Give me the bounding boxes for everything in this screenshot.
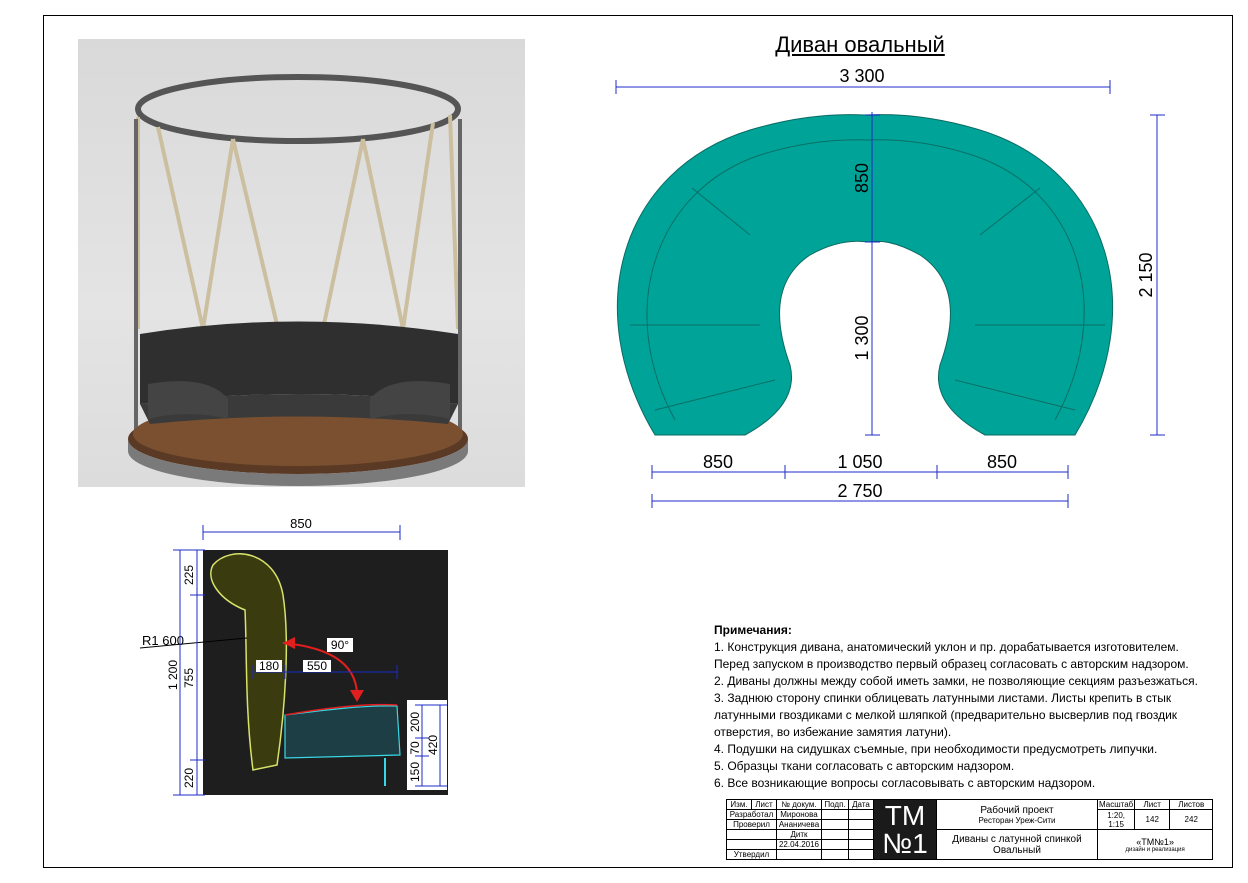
stamp-date: 22.04.2016 <box>777 840 822 850</box>
stamp-header-podp: Подп. <box>822 800 849 810</box>
sofa-render-image <box>78 39 525 487</box>
section-dim-200: 200 <box>408 711 422 733</box>
note-line: Перед запуском в производство первый образец согласовать с авторским надзором. <box>714 657 1189 671</box>
section-dim-420: 420 <box>426 734 440 756</box>
note-line: отверстия, во избежание замятия латуни). <box>714 725 952 739</box>
project-name-cell: Рабочий проект Ресторан Уреж-Сити <box>937 800 1098 830</box>
dim-inner-depth: 1 300 <box>852 315 872 361</box>
company-logo: ТМ №1 <box>874 800 937 860</box>
section-dim-180: 180 <box>258 659 280 673</box>
section-dim-1200: 1 200 <box>166 659 180 691</box>
drawing-name-cell: Диваны с латунной спинкой Овальный <box>937 830 1098 860</box>
note-line: 1. Конструкция дивана, анатомический уклон и пр. дорабатывается изготовителем. <box>714 640 1179 654</box>
stamp-checker-name: Ананичева <box>777 820 822 830</box>
stamp-header-doc: № докум. <box>777 800 822 810</box>
dim-back-depth: 850 <box>852 162 872 194</box>
stamp-role-approved: Утвердил <box>727 850 777 860</box>
section-dim-angle: 90° <box>330 638 350 652</box>
stamp-sheet-value: 142 <box>1135 810 1170 830</box>
note-line: 2. Диваны должны между собой иметь замки, не позволяющие секциям разъезжаться. <box>714 674 1198 688</box>
note-line: 6. Все возникающие вопросы согласовывать с авторским надзором. <box>714 776 1096 790</box>
notes-block <box>714 622 1234 792</box>
note-line: 4. Подушки на сидушках съемные, при необходимости предусмотреть липучки. <box>714 742 1158 756</box>
stamp-role-ditr: Дитк <box>777 830 822 840</box>
section-dim-225: 225 <box>182 564 196 586</box>
dim-left: 850 <box>702 452 734 472</box>
stamp-scale-value: 1:20, 1:15 <box>1098 810 1135 830</box>
dim-base-width: 2 750 <box>837 481 883 501</box>
notes-heading: Примечания: <box>714 623 792 637</box>
dim-middle: 1 050 <box>837 452 883 472</box>
section-dim-depth: 850 <box>290 516 312 531</box>
sofa-plan-shape <box>617 115 1112 435</box>
section-dim-150: 150 <box>408 761 422 783</box>
stamp-role-checked: Проверил <box>727 820 777 830</box>
page-title: Диван овальный <box>775 32 945 57</box>
sofa-plan-view <box>600 60 1180 525</box>
stamp-header-scale: Масштаб <box>1099 800 1134 809</box>
stamp-developer-name: Миронова <box>777 810 822 820</box>
stamp-header-list: Лист <box>752 800 777 810</box>
stamp-role-developed: Разработал <box>727 810 777 820</box>
note-line: 3. Заднюю сторону спинки облицевать латунными листами. Листы крепить в стык <box>714 691 1172 705</box>
stamp-header-sheets: Листов <box>1170 800 1213 810</box>
section-dim-550: 550 <box>306 659 328 673</box>
section-dim-755: 755 <box>182 667 196 689</box>
title-block <box>726 799 1213 860</box>
sofa-section-view <box>135 510 465 805</box>
stamp-header-sheet: Лист <box>1135 800 1170 810</box>
stamp-sheets-value: 242 <box>1170 810 1213 830</box>
dim-right: 850 <box>986 452 1018 472</box>
stamp-header-izm: Изм. <box>727 800 752 810</box>
dim-total-width: 3 300 <box>839 66 885 86</box>
note-line: латунными гвоздиками с мелкой шляпкой (предварительно высверлив под гвоздик <box>714 708 1178 722</box>
section-dim-220: 220 <box>182 767 196 789</box>
dim-height: 2 150 <box>1136 252 1156 298</box>
company-cell: «ТМ№1» дизайн и реализация <box>1098 830 1213 860</box>
stamp-header-data: Дата <box>849 800 874 810</box>
section-dim-70: 70 <box>408 741 422 755</box>
section-dim-radius: R1 600 <box>142 633 184 648</box>
note-line: 5. Образцы ткани согласовать с авторским надзором. <box>714 759 1015 773</box>
